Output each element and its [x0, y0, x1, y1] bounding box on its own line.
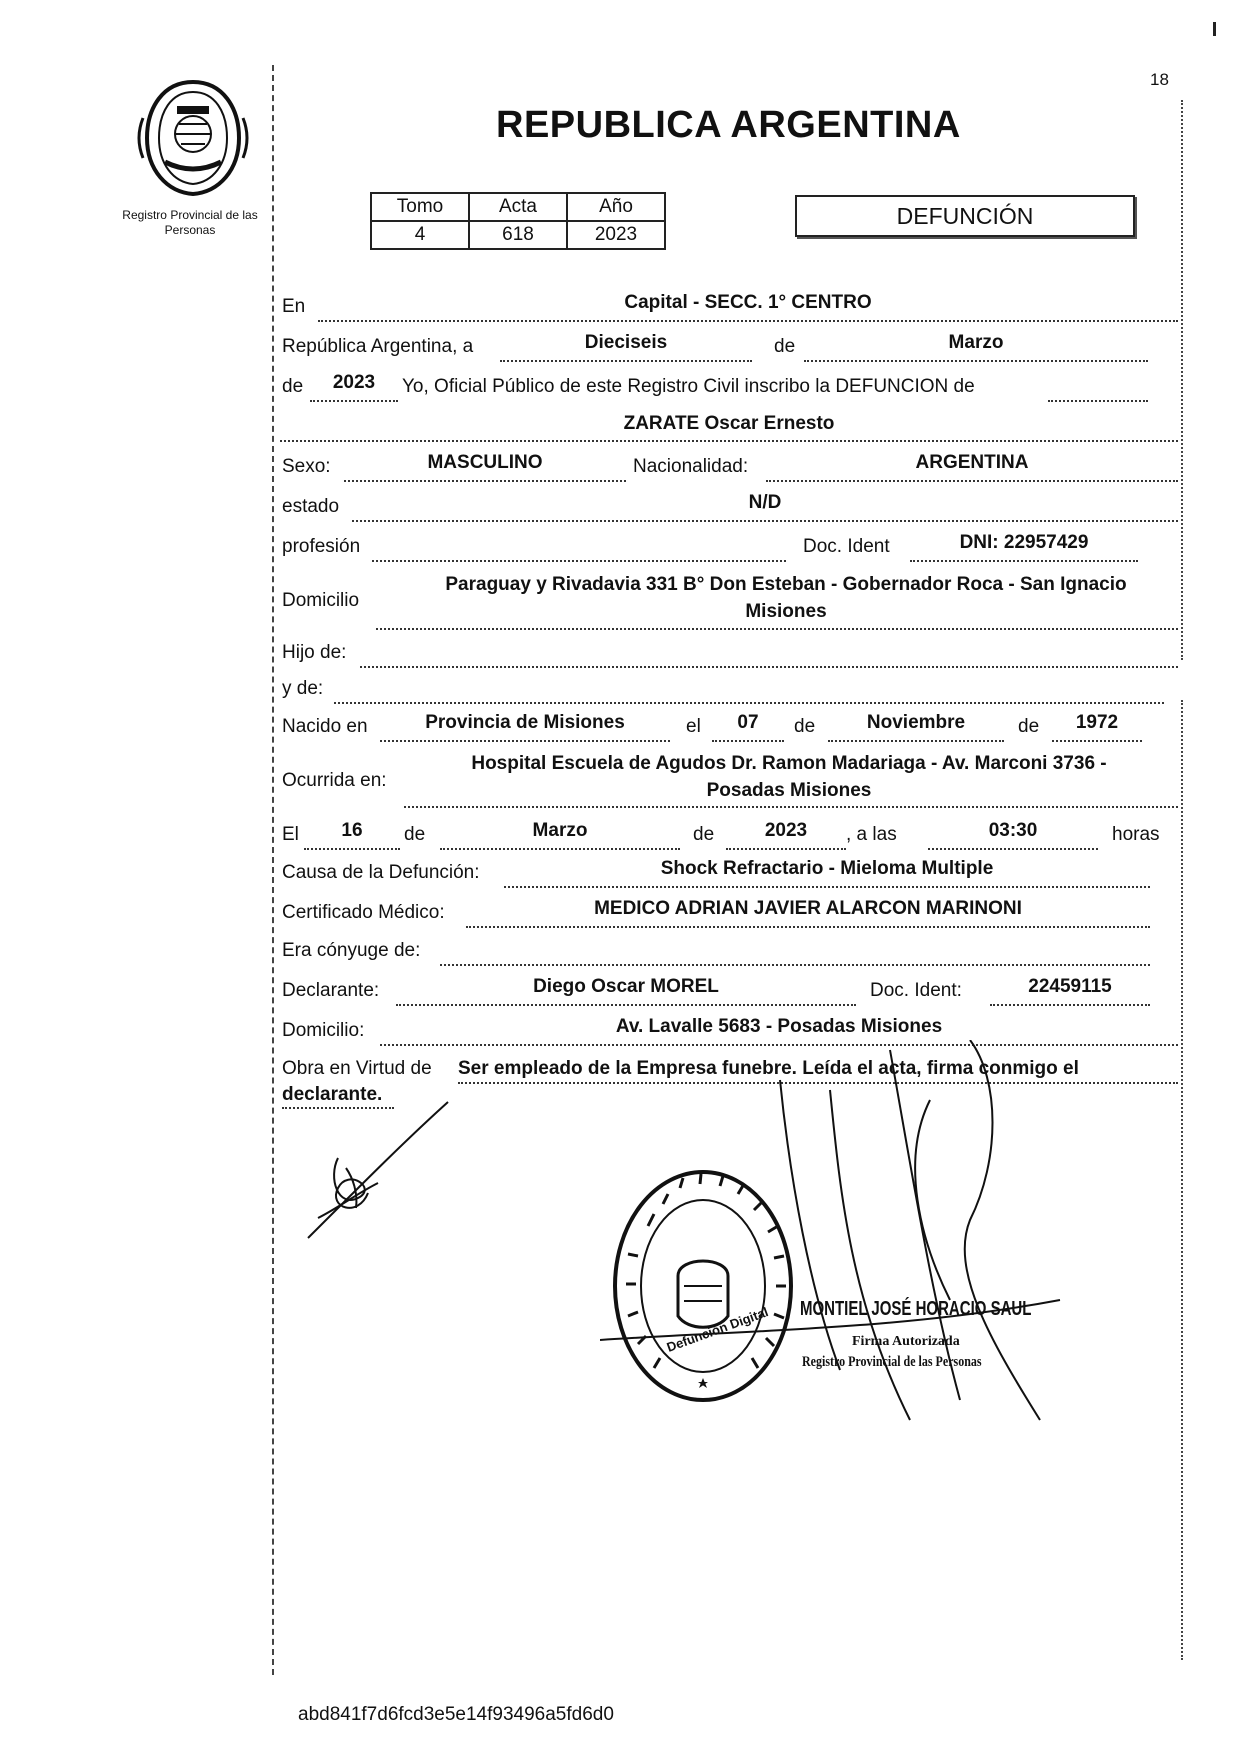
dots-def-mes: [440, 848, 680, 850]
value-declarante: Diego Oscar MOREL: [533, 976, 719, 997]
value-causa: Shock Refractario - Mieloma Multiple: [660, 858, 994, 879]
label-estado: estado: [282, 496, 340, 517]
dots-ocurrida: [404, 806, 1178, 808]
label-hijo-de: Hijo de:: [282, 642, 347, 663]
dots-sexo: [344, 480, 626, 482]
official-role: Firma Autorizada: [852, 1334, 960, 1349]
value-obra-line2: declarante.: [282, 1084, 383, 1105]
tomo-value: 4: [371, 221, 469, 249]
value-sexo: MASCULINO: [427, 452, 543, 473]
value-declarante-doc: 22459115: [1028, 976, 1112, 997]
label-doc-ident-declarante: Doc. Ident:: [870, 980, 962, 1001]
issuer-name: Registro Provincial de las Personas: [122, 208, 258, 237]
label-obra: Obra en Virtud de: [282, 1058, 432, 1079]
dots-nac-dia: [712, 740, 784, 742]
dots-profesion: [372, 560, 786, 562]
value-lugar: Capital - SECC. 1° CENTRO: [624, 292, 872, 313]
dots-def-anio: [726, 848, 846, 850]
value-nac-mes: Noviembre: [866, 712, 966, 733]
label-domicilio-declarante: Domicilio:: [282, 1020, 365, 1041]
dots-declarante-doc: [990, 1004, 1150, 1006]
value-ocurrida-line2: Posadas Misiones: [706, 780, 872, 801]
value-mes: Marzo: [948, 332, 1004, 353]
dots-hora: [928, 848, 1098, 850]
label-y-de: y de:: [282, 678, 324, 699]
value-domicilio-line2: Misiones: [745, 601, 827, 622]
label-conyuge: Era cónyuge de:: [282, 940, 421, 961]
dots-causa: [504, 886, 1150, 888]
dots-intro: [1048, 400, 1148, 402]
label-nacido-en: Nacido en: [282, 716, 368, 737]
label-nacionalidad: Nacionalidad:: [633, 456, 749, 477]
province-seal-logo: [133, 78, 253, 198]
dots-nombre: [280, 440, 1178, 442]
dots-nacionalidad: [766, 480, 1178, 482]
anio-value: 2023: [567, 221, 665, 249]
right-margin-line-top: [1181, 100, 1183, 660]
dots-conyuge: [440, 964, 1150, 966]
value-nacionalidad: ARGENTINA: [915, 452, 1029, 473]
label-de-def-anio: de: [693, 824, 715, 845]
label-horas: horas: [1112, 824, 1160, 845]
dots-lugar: [318, 320, 1178, 322]
page-number: 18: [1150, 70, 1169, 89]
value-nacido-en: Provincia de Misiones: [425, 712, 625, 733]
dots-nac-anio: [1052, 740, 1142, 742]
label-domicilio: Domicilio: [282, 590, 360, 611]
dots-declarante: [396, 1004, 856, 1006]
value-estado: N/D: [748, 492, 782, 513]
value-anio: 2023: [332, 372, 376, 393]
dots-def-dia: [304, 848, 400, 850]
label-de-def-mes: de: [404, 824, 426, 845]
document-hash: abd841f7d6fcd3e5e14f93496a5fd6d0: [298, 1704, 614, 1725]
label-doc-ident: Doc. Ident: [803, 536, 890, 557]
right-margin-line-bottom: [1181, 700, 1183, 1660]
dots-nac-mes: [828, 740, 1004, 742]
acta-value: 618: [469, 221, 567, 249]
official-signature: [600, 1040, 1120, 1430]
label-profesion: profesión: [282, 536, 361, 557]
value-hora: 03:30: [988, 820, 1038, 841]
label-de-nac-mes: de: [794, 716, 816, 737]
dots-mes: [804, 360, 1148, 362]
tomo-header: Tomo: [371, 193, 469, 221]
label-sexo: Sexo:: [282, 456, 331, 477]
value-ocurrida-line1: Hospital Escuela de Agudos Dr. Ramon Madariaga - Av. Marconi 3736 -: [471, 753, 1107, 774]
label-de-anio: de: [282, 376, 304, 397]
label-ocurrida-en: Ocurrida en:: [282, 770, 387, 791]
value-def-anio: 2023: [764, 820, 808, 841]
left-margin-line: [272, 65, 274, 1675]
label-declarante: Declarante:: [282, 980, 380, 1001]
label-certificado: Certificado Médico:: [282, 902, 445, 923]
dots-dia: [500, 360, 752, 362]
value-domicilio-line1: Paraguay y Rivadavia 331 B° Don Esteban - Gobernador Roca - San Ignacio: [445, 574, 1127, 595]
label-a-las: , a las: [846, 824, 897, 845]
registry-table: [370, 192, 666, 250]
label-el: el: [686, 716, 701, 737]
official-name: MONTIEL JOSÉ HORACIO SAUL: [800, 1298, 1032, 1320]
dots-anio: [310, 400, 398, 402]
label-causa: Causa de la Defunción:: [282, 862, 480, 883]
value-certificado: MEDICO ADRIAN JAVIER ALARCON MARINONI: [594, 898, 1022, 919]
dots-estado: [352, 520, 1178, 522]
dots-hijo-de: [360, 666, 1178, 668]
label-de-mes: de: [774, 336, 796, 357]
dots-y-de: [334, 702, 1164, 704]
edge-mark: [1213, 22, 1216, 36]
act-type-box: DEFUNCIÓN: [795, 195, 1135, 237]
declarant-signature: [298, 1098, 458, 1248]
document-title: REPUBLICA ARGENTINA: [496, 104, 961, 146]
dots-nacido-en: [380, 740, 670, 742]
anio-header: Año: [567, 193, 665, 221]
value-nac-dia: 07: [737, 712, 759, 733]
value-dni: DNI: 22957429: [959, 532, 1089, 553]
dots-dni: [910, 560, 1138, 562]
label-republica: República Argentina, a: [282, 336, 474, 357]
value-def-mes: Marzo: [532, 820, 588, 841]
value-dia: Dieciseis: [584, 332, 668, 353]
label-de-nac-anio: de: [1018, 716, 1040, 737]
value-obra-line1: Ser empleado de la Empresa funebre. Leída el acta, firma conmigo el: [458, 1058, 1079, 1079]
label-en: En: [282, 296, 306, 317]
value-nac-anio: 1972: [1075, 712, 1119, 733]
value-nombre: ZARATE Oscar Ernesto: [623, 413, 835, 434]
acta-header: Acta: [469, 193, 567, 221]
label-el-cap: El: [282, 824, 299, 845]
dots-domicilio: [376, 628, 1178, 630]
value-domicilio-declarante: Av. Lavalle 5683 - Posadas Misiones: [615, 1016, 943, 1037]
value-def-dia: 16: [341, 820, 363, 841]
dots-certificado: [466, 926, 1150, 928]
official-office: Registro Provincial de las Personas: [802, 1354, 982, 1370]
stamp-inner-text: Defunción Digital: [664, 1304, 771, 1355]
label-intro: Yo, Oficial Público de este Registro Civil inscribo la DEFUNCION de: [402, 376, 975, 397]
